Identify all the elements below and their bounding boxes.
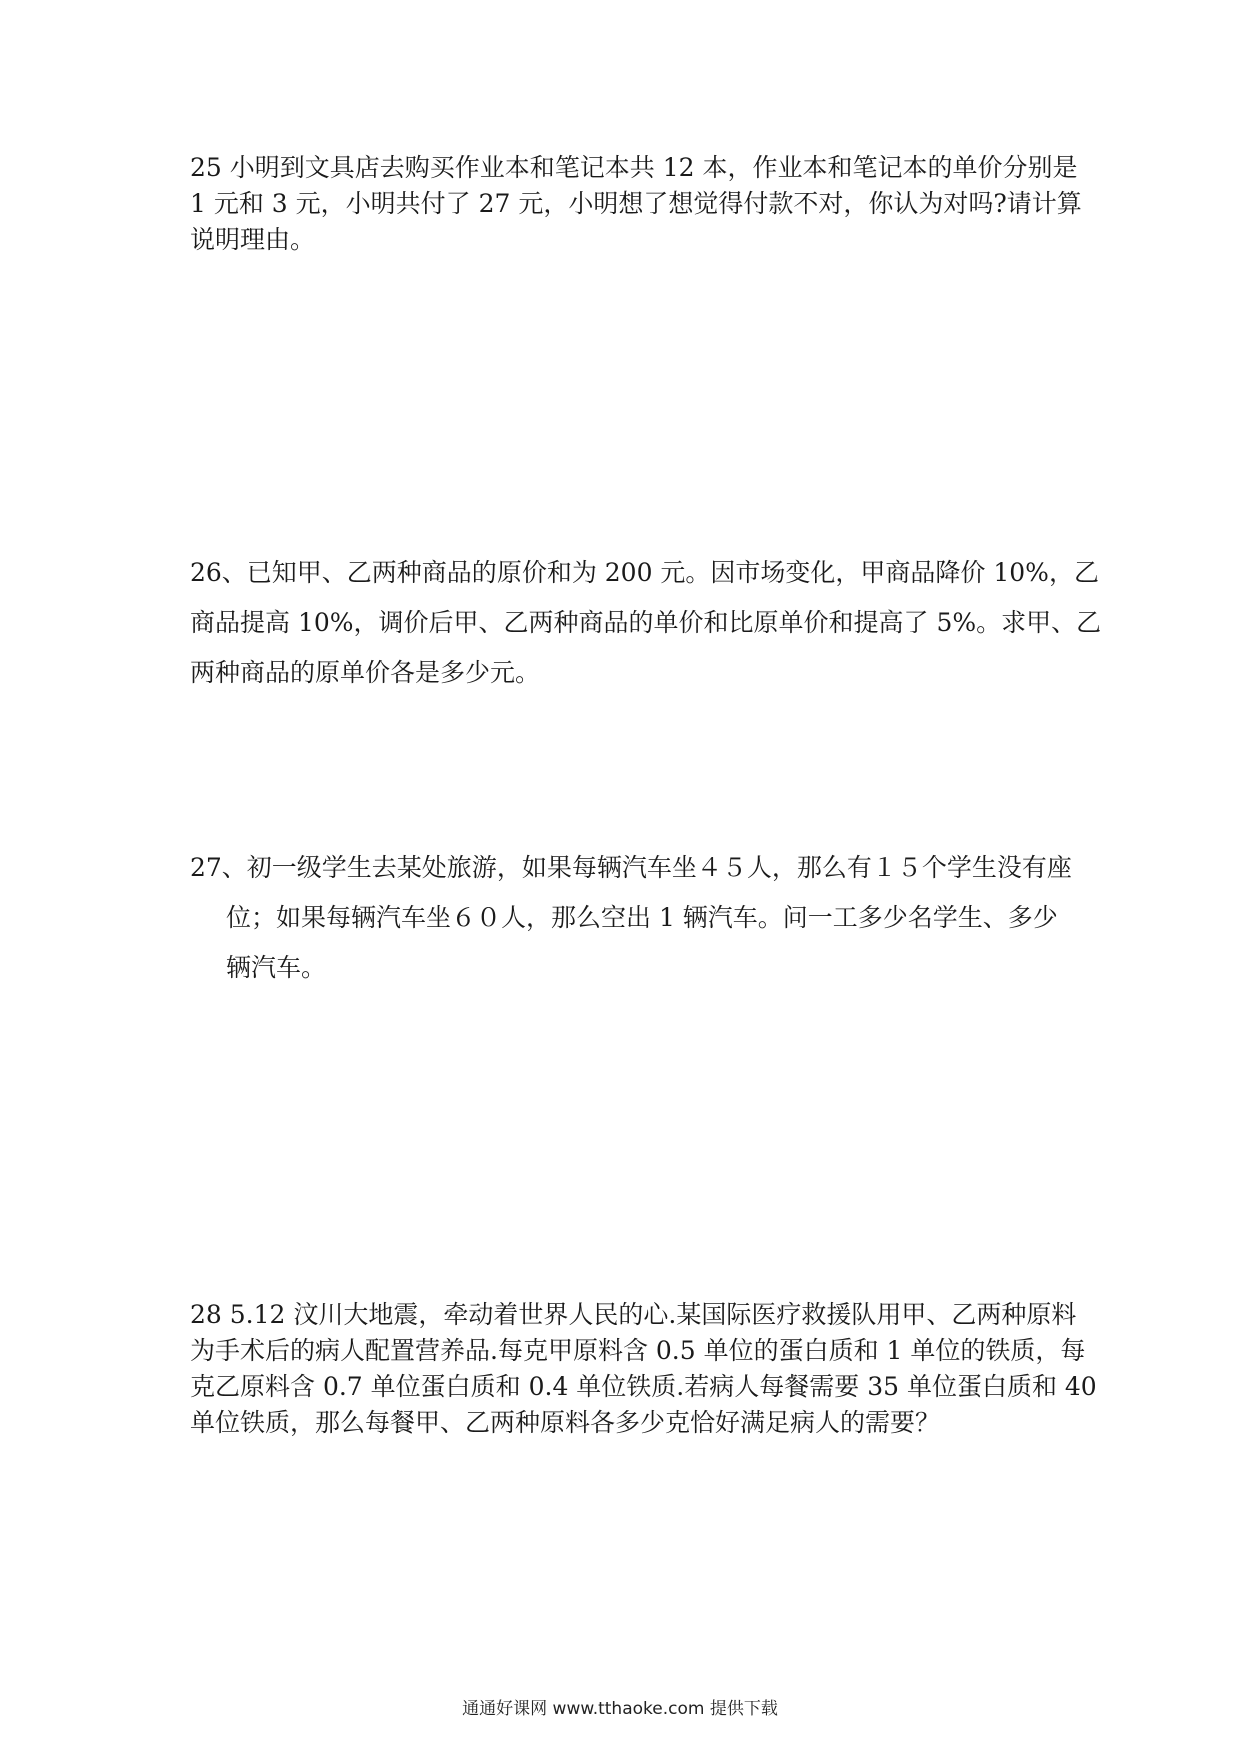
- question-27: [190, 843, 1072, 993]
- question-25: [190, 150, 1082, 258]
- question-26-line-1: 26、已知甲、乙两种商品的原价和为 200 元。因市场变化，甲商品降价 10%，乙: [190, 558, 1099, 587]
- question-27-line-3: 辆汽车。: [226, 953, 327, 982]
- question-25-line-3: 说明理由。: [190, 225, 316, 254]
- page-footer: 通通好课网 www.tthaoke.com 提供下载: [462, 1699, 778, 1719]
- question-28-line-1: 28 5.12 汶川大地震，牵动着世界人民的心.某国际医疗救援队用甲、乙两种原料: [190, 1300, 1077, 1329]
- question-26-line-2: 商品提高 10%，调价后甲、乙两种商品的单价和比原单价和提高了 5%。求甲、乙: [190, 608, 1102, 637]
- question-28-line-3: 克乙原料含 0.7 单位蛋白质和 0.4 单位铁质.若病人每餐需要 35 单位蛋白质和 40: [190, 1372, 1097, 1401]
- question-26-line-3: 两种商品的原单价各是多少元。: [190, 658, 541, 687]
- question-28-line-2: 为手术后的病人配置营养品.每克甲原料含 0.5 单位的蛋白质和 1 单位的铁质，每: [190, 1336, 1086, 1365]
- question-27-line-2: 位；如果每辆汽车坐６０人，那么空出 1 辆汽车。问一工多少名学生、多少: [226, 903, 1058, 932]
- question-28-line-4: 单位铁质，那么每餐甲、乙两种原料各多少克恰好满足病人的需要？: [190, 1408, 941, 1437]
- question-28: [190, 1297, 1097, 1441]
- question-25-line-2: 1 元和 3 元，小明共付了 27 元，小明想了想觉得付款不对，你认为对吗?请计算: [190, 189, 1082, 218]
- question-25-line-1: 25 小明到文具店去购买作业本和笔记本共 12 本，作业本和笔记本的单价分别是: [190, 153, 1078, 182]
- question-26: [190, 548, 1102, 698]
- question-27-line-1: 27、初一级学生去某处旅游，如果每辆汽车坐４５人，那么有１５个学生没有座: [190, 853, 1072, 882]
